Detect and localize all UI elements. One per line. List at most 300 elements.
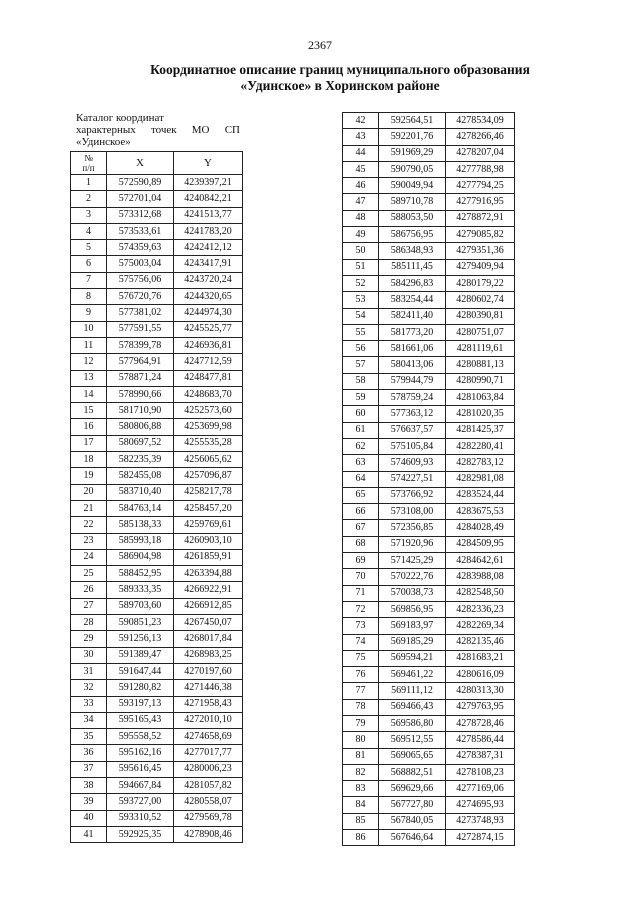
y-coordinate: 4279763,95 xyxy=(446,699,515,715)
table-row xyxy=(71,321,243,337)
table-row xyxy=(343,390,515,406)
x-coordinate: 583710,40 xyxy=(107,484,174,500)
x-coordinate: 584296,83 xyxy=(379,275,446,291)
x-coordinate: 567840,05 xyxy=(379,813,446,829)
x-coordinate: 569183,97 xyxy=(379,618,446,634)
table-row xyxy=(71,386,243,402)
table-header-row xyxy=(71,152,243,175)
table-row xyxy=(343,455,515,471)
caption-line-1: Каталог координат xyxy=(76,112,164,124)
table-row xyxy=(71,517,243,533)
point-number: 15 xyxy=(71,403,107,419)
x-coordinate: 589333,35 xyxy=(107,582,174,598)
point-number: 73 xyxy=(343,618,379,634)
x-coordinate: 578759,24 xyxy=(379,390,446,406)
header-number-abbr: п/п xyxy=(82,163,95,173)
table-row xyxy=(343,227,515,243)
table-row xyxy=(71,631,243,647)
table-row xyxy=(71,256,243,272)
x-coordinate: 590851,23 xyxy=(107,615,174,631)
y-coordinate: 4278728,46 xyxy=(446,715,515,731)
x-coordinate: 593310,52 xyxy=(107,810,174,826)
x-coordinate: 581661,06 xyxy=(379,341,446,357)
x-coordinate: 588053,50 xyxy=(379,210,446,226)
x-coordinate: 574227,51 xyxy=(379,471,446,487)
point-number: 40 xyxy=(71,810,107,826)
y-coordinate: 4278872,91 xyxy=(446,210,515,226)
y-coordinate: 4284642,61 xyxy=(446,553,515,569)
x-coordinate: 593727,00 xyxy=(107,794,174,810)
point-number: 81 xyxy=(343,748,379,764)
y-coordinate: 4281425,37 xyxy=(446,422,515,438)
x-coordinate: 568882,51 xyxy=(379,764,446,780)
point-number: 14 xyxy=(71,386,107,402)
table-row xyxy=(71,403,243,419)
point-number: 76 xyxy=(343,667,379,683)
x-coordinate: 569065,65 xyxy=(379,748,446,764)
x-coordinate: 589703,60 xyxy=(107,598,174,614)
point-number: 38 xyxy=(71,777,107,793)
x-coordinate: 593197,13 xyxy=(107,696,174,712)
y-coordinate: 4241783,20 xyxy=(174,223,243,239)
y-coordinate: 4274658,69 xyxy=(174,729,243,745)
point-number: 79 xyxy=(343,715,379,731)
x-coordinate: 586756,95 xyxy=(379,227,446,243)
point-number: 39 xyxy=(71,794,107,810)
y-coordinate: 4246936,81 xyxy=(174,337,243,353)
point-number: 42 xyxy=(343,113,379,129)
point-number: 78 xyxy=(343,699,379,715)
point-number: 60 xyxy=(343,406,379,422)
x-coordinate: 572356,85 xyxy=(379,520,446,536)
table-row xyxy=(71,240,243,256)
table-row xyxy=(71,598,243,614)
x-coordinate: 588452,95 xyxy=(107,566,174,582)
x-coordinate: 577591,55 xyxy=(107,321,174,337)
point-number: 20 xyxy=(71,484,107,500)
table-row xyxy=(343,324,515,340)
y-coordinate: 4244974,30 xyxy=(174,305,243,321)
x-coordinate: 583254,44 xyxy=(379,292,446,308)
table-row xyxy=(71,761,243,777)
point-number: 16 xyxy=(71,419,107,435)
y-coordinate: 4261859,91 xyxy=(174,549,243,565)
point-number: 69 xyxy=(343,553,379,569)
x-coordinate: 584763,14 xyxy=(107,500,174,516)
y-coordinate: 4280616,09 xyxy=(446,667,515,683)
x-coordinate: 573312,68 xyxy=(107,207,174,223)
y-coordinate: 4278534,09 xyxy=(446,113,515,129)
y-coordinate: 4268017,84 xyxy=(174,631,243,647)
table-row xyxy=(343,194,515,210)
point-number: 82 xyxy=(343,764,379,780)
y-coordinate: 4239397,21 xyxy=(174,175,243,191)
y-coordinate: 4279085,82 xyxy=(446,227,515,243)
point-number: 10 xyxy=(71,321,107,337)
y-coordinate: 4282135,46 xyxy=(446,634,515,650)
table-row xyxy=(343,683,515,699)
point-number: 4 xyxy=(71,223,107,239)
y-coordinate: 4257096,87 xyxy=(174,468,243,484)
y-coordinate: 4277916,95 xyxy=(446,194,515,210)
x-coordinate: 582235,39 xyxy=(107,452,174,468)
point-number: 18 xyxy=(71,452,107,468)
x-coordinate: 578871,24 xyxy=(107,370,174,386)
table-row xyxy=(71,500,243,516)
x-coordinate: 572590,89 xyxy=(107,175,174,191)
x-coordinate: 570038,73 xyxy=(379,585,446,601)
x-coordinate: 573766,92 xyxy=(379,487,446,503)
header-y: Y xyxy=(174,152,243,175)
x-coordinate: 595616,45 xyxy=(107,761,174,777)
table-row xyxy=(343,650,515,666)
x-coordinate: 575756,06 xyxy=(107,272,174,288)
table-row xyxy=(343,797,515,813)
y-coordinate: 4277169,06 xyxy=(446,781,515,797)
point-number: 45 xyxy=(343,161,379,177)
point-number: 3 xyxy=(71,207,107,223)
table-row xyxy=(343,438,515,454)
point-number: 29 xyxy=(71,631,107,647)
y-coordinate: 4281063,84 xyxy=(446,390,515,406)
document-title xyxy=(100,62,580,94)
x-coordinate: 582411,40 xyxy=(379,308,446,324)
point-number: 19 xyxy=(71,468,107,484)
point-number: 84 xyxy=(343,797,379,813)
y-coordinate: 4277788,98 xyxy=(446,161,515,177)
point-number: 67 xyxy=(343,520,379,536)
point-number: 26 xyxy=(71,582,107,598)
y-coordinate: 4260903,10 xyxy=(174,533,243,549)
table-row xyxy=(71,435,243,451)
y-coordinate: 4244320,65 xyxy=(174,289,243,305)
point-number: 52 xyxy=(343,275,379,291)
y-coordinate: 4280558,07 xyxy=(174,794,243,810)
y-coordinate: 4278108,23 xyxy=(446,764,515,780)
point-number: 34 xyxy=(71,712,107,728)
y-coordinate: 4278266,46 xyxy=(446,129,515,145)
table-row xyxy=(343,699,515,715)
point-number: 37 xyxy=(71,761,107,777)
table-row xyxy=(71,712,243,728)
table-row xyxy=(343,667,515,683)
x-coordinate: 576637,57 xyxy=(379,422,446,438)
x-coordinate: 595162,16 xyxy=(107,745,174,761)
y-coordinate: 4272874,15 xyxy=(446,830,515,846)
table-row xyxy=(71,582,243,598)
x-coordinate: 577363,12 xyxy=(379,406,446,422)
table-row xyxy=(71,615,243,631)
point-number: 59 xyxy=(343,390,379,406)
x-coordinate: 586348,93 xyxy=(379,243,446,259)
point-number: 25 xyxy=(71,566,107,582)
point-number: 55 xyxy=(343,324,379,340)
y-coordinate: 4278207,04 xyxy=(446,145,515,161)
point-number: 86 xyxy=(343,830,379,846)
point-number: 6 xyxy=(71,256,107,272)
y-coordinate: 4280006,23 xyxy=(174,761,243,777)
point-number: 54 xyxy=(343,308,379,324)
y-coordinate: 4283988,08 xyxy=(446,569,515,585)
table-row xyxy=(71,419,243,435)
table-row xyxy=(71,745,243,761)
x-coordinate: 594667,84 xyxy=(107,777,174,793)
coordinates-table-right xyxy=(342,112,515,846)
table-row xyxy=(343,813,515,829)
x-coordinate: 576720,76 xyxy=(107,289,174,305)
point-number: 27 xyxy=(71,598,107,614)
x-coordinate: 567646,64 xyxy=(379,830,446,846)
point-number: 49 xyxy=(343,227,379,243)
table-row xyxy=(343,520,515,536)
x-coordinate: 591256,13 xyxy=(107,631,174,647)
table-row xyxy=(343,634,515,650)
table-row xyxy=(343,113,515,129)
header-x: X xyxy=(107,152,174,175)
y-coordinate: 4256065,62 xyxy=(174,452,243,468)
y-coordinate: 4248683,70 xyxy=(174,386,243,402)
x-coordinate: 581773,20 xyxy=(379,324,446,340)
point-number: 12 xyxy=(71,354,107,370)
x-coordinate: 580697,52 xyxy=(107,435,174,451)
y-coordinate: 4266912,85 xyxy=(174,598,243,614)
point-number: 35 xyxy=(71,729,107,745)
y-coordinate: 4280881,13 xyxy=(446,357,515,373)
point-number: 17 xyxy=(71,435,107,451)
x-coordinate: 579944,79 xyxy=(379,373,446,389)
y-coordinate: 4259769,61 xyxy=(174,517,243,533)
table-row xyxy=(71,370,243,386)
x-coordinate: 590790,05 xyxy=(379,161,446,177)
x-coordinate: 580413,06 xyxy=(379,357,446,373)
y-coordinate: 4282548,50 xyxy=(446,585,515,601)
y-coordinate: 4280990,71 xyxy=(446,373,515,389)
y-coordinate: 4280313,30 xyxy=(446,683,515,699)
x-coordinate: 572701,04 xyxy=(107,191,174,207)
table-row xyxy=(71,729,243,745)
point-number: 66 xyxy=(343,504,379,520)
y-coordinate: 4282783,12 xyxy=(446,455,515,471)
point-number: 50 xyxy=(343,243,379,259)
table-row xyxy=(343,422,515,438)
table-row xyxy=(343,471,515,487)
y-coordinate: 4270197,60 xyxy=(174,663,243,679)
point-number: 48 xyxy=(343,210,379,226)
x-coordinate: 585993,18 xyxy=(107,533,174,549)
x-coordinate: 592925,35 xyxy=(107,826,174,842)
table-row xyxy=(343,748,515,764)
caption-word: точек xyxy=(150,124,177,136)
point-number: 31 xyxy=(71,663,107,679)
point-number: 32 xyxy=(71,680,107,696)
x-coordinate: 595165,43 xyxy=(107,712,174,728)
y-coordinate: 4281683,21 xyxy=(446,650,515,666)
x-coordinate: 582455,08 xyxy=(107,468,174,484)
y-coordinate: 4248477,81 xyxy=(174,370,243,386)
x-coordinate: 577964,91 xyxy=(107,354,174,370)
caption-line-3: «Удинское» xyxy=(76,136,131,148)
y-coordinate: 4252573,60 xyxy=(174,403,243,419)
point-number: 44 xyxy=(343,145,379,161)
y-coordinate: 4258217,78 xyxy=(174,484,243,500)
table-row xyxy=(343,487,515,503)
x-coordinate: 586904,98 xyxy=(107,549,174,565)
table-row xyxy=(343,243,515,259)
x-coordinate: 569594,21 xyxy=(379,650,446,666)
y-coordinate: 4277794,25 xyxy=(446,178,515,194)
point-number: 5 xyxy=(71,240,107,256)
table-row xyxy=(71,484,243,500)
y-coordinate: 4279569,78 xyxy=(174,810,243,826)
catalog-caption xyxy=(76,112,240,148)
x-coordinate: 569629,66 xyxy=(379,781,446,797)
point-number: 8 xyxy=(71,289,107,305)
table-row xyxy=(343,732,515,748)
x-coordinate: 592564,51 xyxy=(379,113,446,129)
y-coordinate: 4278387,31 xyxy=(446,748,515,764)
table-row xyxy=(71,533,243,549)
y-coordinate: 4242412,12 xyxy=(174,240,243,256)
point-number: 13 xyxy=(71,370,107,386)
point-number: 70 xyxy=(343,569,379,585)
table-row xyxy=(71,696,243,712)
table-row xyxy=(343,178,515,194)
x-coordinate: 591969,29 xyxy=(379,145,446,161)
y-coordinate: 4255535,28 xyxy=(174,435,243,451)
table-row xyxy=(71,207,243,223)
x-coordinate: 571425,29 xyxy=(379,553,446,569)
table-row xyxy=(343,275,515,291)
table-row xyxy=(343,601,515,617)
table-row xyxy=(343,536,515,552)
table-row xyxy=(71,305,243,321)
x-coordinate: 571920,96 xyxy=(379,536,446,552)
y-coordinate: 4281119,61 xyxy=(446,341,515,357)
x-coordinate: 569512,55 xyxy=(379,732,446,748)
point-number: 65 xyxy=(343,487,379,503)
table-row xyxy=(71,223,243,239)
point-number: 47 xyxy=(343,194,379,210)
x-coordinate: 589710,78 xyxy=(379,194,446,210)
x-coordinate: 567727,80 xyxy=(379,797,446,813)
point-number: 64 xyxy=(343,471,379,487)
x-coordinate: 581710,90 xyxy=(107,403,174,419)
x-coordinate: 578990,66 xyxy=(107,386,174,402)
x-coordinate: 569111,12 xyxy=(379,683,446,699)
x-coordinate: 575003,04 xyxy=(107,256,174,272)
page-number: 2367 xyxy=(308,38,332,52)
point-number: 41 xyxy=(71,826,107,842)
y-coordinate: 4263394,88 xyxy=(174,566,243,582)
table-row xyxy=(343,292,515,308)
table-row xyxy=(343,210,515,226)
x-coordinate: 591280,82 xyxy=(107,680,174,696)
table-row xyxy=(71,777,243,793)
point-number: 80 xyxy=(343,732,379,748)
y-coordinate: 4279409,94 xyxy=(446,259,515,275)
title-line-1: Координатное описание границ муниципального образования xyxy=(150,62,530,77)
point-number: 9 xyxy=(71,305,107,321)
table-row xyxy=(343,830,515,846)
x-coordinate: 570222,76 xyxy=(379,569,446,585)
caption-word: СП xyxy=(224,124,240,136)
point-number: 62 xyxy=(343,438,379,454)
x-coordinate: 574359,63 xyxy=(107,240,174,256)
table-row xyxy=(343,585,515,601)
table-row xyxy=(71,191,243,207)
table-row xyxy=(71,289,243,305)
table-row xyxy=(343,406,515,422)
y-coordinate: 4266922,91 xyxy=(174,582,243,598)
point-number: 63 xyxy=(343,455,379,471)
y-coordinate: 4267450,07 xyxy=(174,615,243,631)
table-row xyxy=(71,452,243,468)
table-row xyxy=(343,308,515,324)
y-coordinate: 4282269,34 xyxy=(446,618,515,634)
x-coordinate: 573533,61 xyxy=(107,223,174,239)
x-coordinate: 578399,78 xyxy=(107,337,174,353)
table-row xyxy=(71,826,243,842)
point-number: 21 xyxy=(71,500,107,516)
point-number: 46 xyxy=(343,178,379,194)
point-number: 2 xyxy=(71,191,107,207)
point-number: 7 xyxy=(71,272,107,288)
y-coordinate: 4282280,41 xyxy=(446,438,515,454)
y-coordinate: 4284509,95 xyxy=(446,536,515,552)
table-row xyxy=(343,764,515,780)
table-row xyxy=(343,781,515,797)
y-coordinate: 4280602,74 xyxy=(446,292,515,308)
table-row xyxy=(71,272,243,288)
x-coordinate: 569586,80 xyxy=(379,715,446,731)
y-coordinate: 4279351,36 xyxy=(446,243,515,259)
point-number: 58 xyxy=(343,373,379,389)
x-coordinate: 569461,22 xyxy=(379,667,446,683)
point-number: 75 xyxy=(343,650,379,666)
x-coordinate: 592201,76 xyxy=(379,129,446,145)
point-number: 61 xyxy=(343,422,379,438)
caption-word: характерных xyxy=(76,124,136,136)
table-row xyxy=(343,357,515,373)
caption-line-2 xyxy=(76,124,240,136)
table-row xyxy=(343,569,515,585)
x-coordinate: 590049,94 xyxy=(379,178,446,194)
y-coordinate: 4280390,81 xyxy=(446,308,515,324)
y-coordinate: 4274695,93 xyxy=(446,797,515,813)
y-coordinate: 4280179,22 xyxy=(446,275,515,291)
header-number xyxy=(71,152,107,175)
table-row xyxy=(71,680,243,696)
table-row xyxy=(343,373,515,389)
point-number: 36 xyxy=(71,745,107,761)
point-number: 28 xyxy=(71,615,107,631)
x-coordinate: 585111,45 xyxy=(379,259,446,275)
table-row xyxy=(71,647,243,663)
table-row xyxy=(343,341,515,357)
y-coordinate: 4247712,59 xyxy=(174,354,243,370)
table-row xyxy=(343,553,515,569)
point-number: 30 xyxy=(71,647,107,663)
y-coordinate: 4281057,82 xyxy=(174,777,243,793)
header-number-sign: № xyxy=(84,153,93,163)
y-coordinate: 4277017,77 xyxy=(174,745,243,761)
point-number: 56 xyxy=(343,341,379,357)
point-number: 57 xyxy=(343,357,379,373)
y-coordinate: 4281020,35 xyxy=(446,406,515,422)
y-coordinate: 4272010,10 xyxy=(174,712,243,728)
point-number: 53 xyxy=(343,292,379,308)
point-number: 74 xyxy=(343,634,379,650)
